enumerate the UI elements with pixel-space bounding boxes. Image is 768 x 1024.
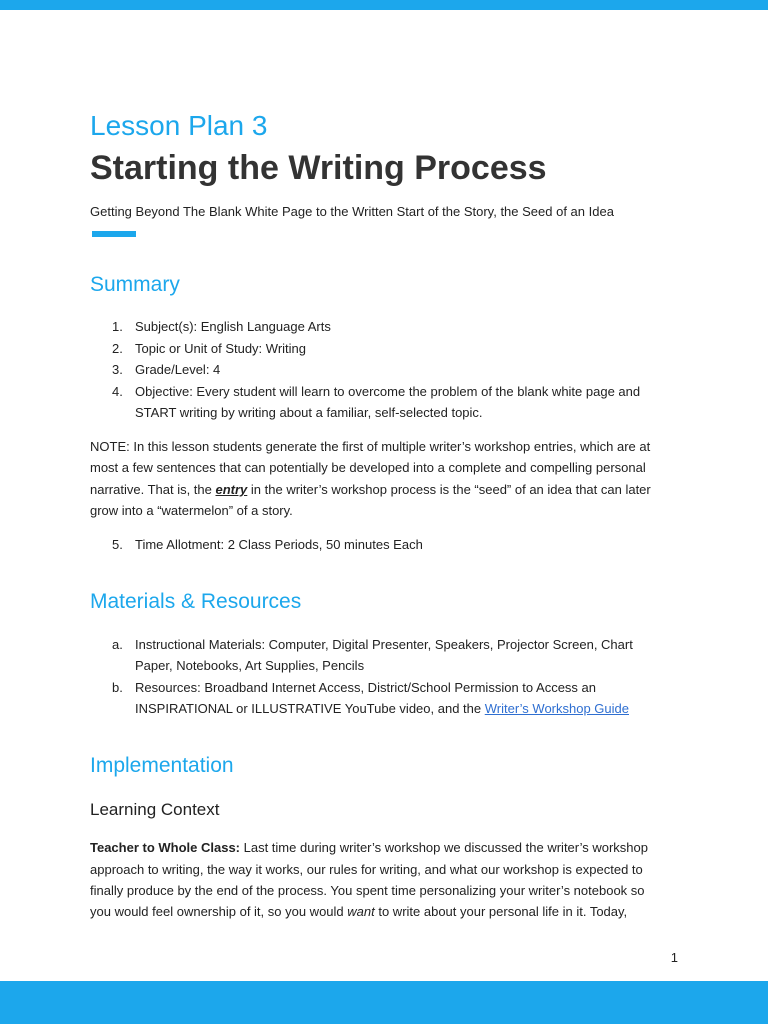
list-item-text: INSPIRATIONAL or ILLUSTRATIVE YouTube video, and the <box>135 701 485 716</box>
implementation-text: you would feel ownership of it, so you would <box>90 904 348 919</box>
list-item-text: Objective: Every student will learn to overcome the problem of the blank white page and <box>135 384 641 399</box>
list-item-text: Topic or Unit of Study: Writing <box>135 341 306 356</box>
list-marker: 4. <box>112 384 123 399</box>
note-line <box>90 479 680 500</box>
list-item-text: Paper, Notebooks, Art Supplies, Pencils <box>135 658 365 673</box>
note-line: grow into a “watermelon” of a story. <box>90 503 293 518</box>
teacher-lead-label: Teacher to Whole Class: <box>90 840 241 855</box>
implementation-heading: Implementation <box>90 754 234 777</box>
note-line: NOTE: In this lesson students generate the first of multiple writer’s workshop entries, which are at <box>90 439 651 454</box>
want-emphasis: want <box>347 904 375 919</box>
page-number: 1 <box>670 950 678 965</box>
bottom-accent-bar <box>0 981 768 1024</box>
materials-heading: Materials & Resources <box>90 590 302 613</box>
implementation-line <box>90 837 680 858</box>
implementation-line <box>90 901 680 922</box>
list-item-text: Grade/Level: 4 <box>135 362 221 377</box>
top-accent-bar <box>0 0 768 10</box>
list-item-text: Resources: Broadband Internet Access, District/School Permission to Access an <box>135 680 596 695</box>
list-item-text: Instructional Materials: Computer, Digital Presenter, Speakers, Projector Screen, Chart <box>135 637 633 652</box>
entry-emphasis: entry <box>215 482 248 497</box>
writers-workshop-guide-link[interactable]: Writer’s Workshop Guide <box>484 701 629 716</box>
title-accent-dash <box>92 231 136 237</box>
implementation-text: to write about your personal life in it. Today, <box>374 904 628 919</box>
implementation-line: approach to writing, the way it works, our rules for writing, and what our workshop is expected to <box>90 862 643 877</box>
list-item-text: START writing by writing about a familiar, self-selected topic. <box>135 405 483 420</box>
implementation-line: finally produce by the end of the process. You spent time personalizing your writer’s notebook so <box>90 883 645 898</box>
list-marker: 3. <box>112 362 123 377</box>
list-marker: b. <box>112 680 123 695</box>
list-marker: 1. <box>112 319 123 334</box>
note-text: narrative. That is, the <box>90 482 216 497</box>
implementation-text: Last time during writer’s workshop we discussed the writer’s workshop <box>240 840 648 855</box>
page-subtitle: Getting Beyond The Blank White Page to the Written Start of the Story, the Seed of an Idea <box>90 204 614 219</box>
summary-heading: Summary <box>90 273 180 296</box>
list-item-text: Time Allotment: 2 Class Periods, 50 minutes Each <box>135 537 423 552</box>
note-line: most a few sentences that can potentially be developed into a complete and compelling personal <box>90 460 646 475</box>
learning-context-heading: Learning Context <box>90 800 220 819</box>
list-item-text: Subject(s): English Language Arts <box>135 319 331 334</box>
page-title: Starting the Writing Process <box>90 149 547 187</box>
list-marker: a. <box>112 637 123 652</box>
list-marker: 2. <box>112 341 123 356</box>
list-item-text-wrap <box>135 698 680 719</box>
list-marker: 5. <box>112 537 123 552</box>
note-text: in the writer’s workshop process is the “seed” of an idea that can later <box>247 482 651 497</box>
lesson-label: Lesson Plan 3 <box>90 110 268 141</box>
